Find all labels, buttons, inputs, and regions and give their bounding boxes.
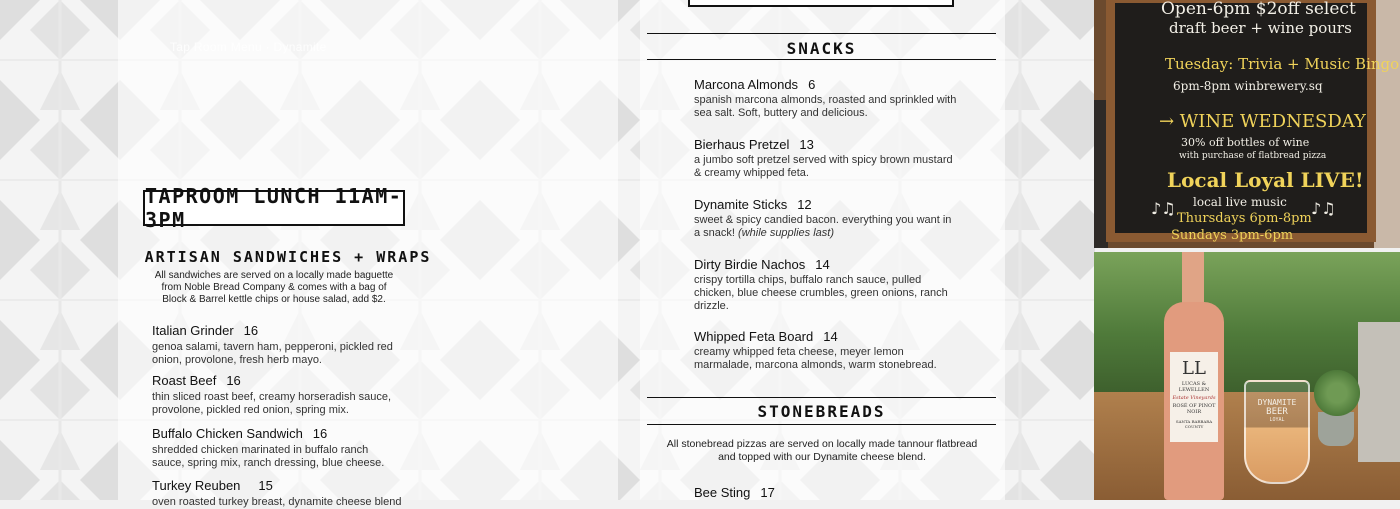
faded-banner-text: Tap Room Menu · Dynamite	[170, 40, 327, 54]
item-price: 16	[226, 373, 241, 388]
item-name: Bierhaus Pretzel	[694, 137, 790, 152]
wine-bottle-photo	[1094, 252, 1400, 500]
item-name: Marcona Almonds	[694, 77, 799, 92]
stonebreads-section-note: All stonebread pizzas are served on locally made tannour flatbread and topped with our Dynamite cheese blend.	[666, 438, 978, 463]
item-name: Whipped Feta Board	[694, 329, 814, 344]
chalk-text: → WINE WEDNESDAY	[1159, 111, 1366, 132]
wine-bottle	[1164, 302, 1224, 500]
item-description: crispy tortilla chips, buffalo ranch sauce, pulled chicken, blue cheese crumbles, green onions, ranch drizzle.	[694, 274, 948, 312]
divider	[647, 424, 996, 425]
chalk-text: local live music	[1193, 195, 1287, 209]
item-price: 15	[258, 478, 273, 493]
snacks-section-title: SNACKS	[786, 39, 857, 58]
item-price: 13	[799, 137, 814, 152]
item-price: 14	[823, 329, 838, 344]
item-price: 12	[797, 197, 812, 212]
item-name: Bee Sting	[694, 485, 751, 500]
sandwiches-section-title: ARTISAN SANDWICHES + WRAPS	[144, 248, 432, 266]
item-price: 6	[808, 77, 816, 92]
chalk-text: draft beer + wine pours	[1169, 19, 1352, 37]
succulent-plant	[1314, 370, 1360, 416]
label-region: SANTA BARBARA COUNTY	[1175, 419, 1213, 429]
item-description: creamy whipped feta cheese, meyer lemon marmalade, marcona almonds, warm stonebread.	[694, 346, 937, 371]
menu-item	[152, 323, 402, 367]
menu-item	[694, 197, 959, 240]
item-price: 17	[760, 485, 775, 500]
music-note-icon: ♪♫	[1311, 199, 1336, 218]
label-logo: LL	[1182, 358, 1206, 379]
label-line: Estate Vineyards	[1172, 395, 1216, 401]
taproom-lunch-header	[143, 184, 405, 232]
item-name: Turkey Reuben	[152, 478, 241, 493]
menu-item	[152, 373, 402, 417]
chalk-text: Local Loyal LIVE!	[1167, 168, 1364, 192]
chalk-text: with purchase of flatbread pizza	[1179, 151, 1327, 161]
item-name: Dynamite Sticks	[694, 197, 788, 212]
menu-item	[694, 329, 959, 372]
item-name: Buffalo Chicken Sandwich	[152, 426, 303, 441]
header-box-edge	[688, 0, 954, 7]
divider	[647, 33, 996, 34]
glass-text: DYNAMITE	[1257, 398, 1297, 407]
item-price: 16	[312, 426, 328, 441]
item-description: thin sliced roast beef, creamy horseradish sauce, provolone, pickled red onion, spring mix.	[152, 391, 392, 416]
photo-background-wall	[1374, 0, 1400, 248]
label-wine: ROSÉ OF PINOT NOIR	[1172, 403, 1216, 415]
divider	[647, 59, 996, 60]
chalk-text: Thursdays 6pm-8pm	[1177, 211, 1312, 226]
item-description: spanish marcona almonds, roasted and sprinkled with sea salt. Soft, buttery and delicious.	[694, 94, 957, 119]
menu-item	[152, 426, 402, 470]
menu-item	[694, 137, 959, 180]
plant-pot	[1318, 412, 1354, 446]
item-note: (while supplies last)	[738, 227, 835, 239]
item-name: Dirty Birdie Nachos	[694, 257, 806, 272]
glass-text: BEER	[1266, 407, 1288, 417]
chalkboard	[1106, 0, 1400, 243]
beer-glass	[1244, 380, 1310, 484]
menu-item	[152, 478, 402, 509]
chalkboard-photo	[1094, 0, 1400, 248]
item-description: oven roasted turkey breast, dynamite cheese blend	[152, 496, 402, 508]
chalk-text: Tuesday: Trivia + Music Bingo	[1165, 55, 1400, 73]
chalk-text: Open-6pm $2off select	[1161, 0, 1356, 19]
item-name: Italian Grinder	[152, 323, 234, 338]
item-description: a jumbo soft pretzel served with spicy brown mustard & creamy whipped feta.	[694, 154, 953, 179]
music-note-icon: ♪♫	[1151, 199, 1176, 218]
chalk-text: Sundays 3pm-6pm	[1171, 228, 1294, 243]
item-description: genoa salami, tavern ham, pepperoni, pickled red onion, provolone, fresh herb mayo.	[152, 341, 393, 366]
item-price: 16	[243, 323, 259, 338]
item-name: Roast Beef	[152, 373, 217, 388]
bottle-label	[1170, 352, 1218, 442]
stonebreads-section-title: STONEBREADS	[757, 402, 886, 421]
menu-item	[694, 77, 959, 120]
label-brand: LUCAS & LEWELLEN	[1178, 381, 1210, 393]
glass-text: LOYAL	[1269, 417, 1285, 423]
item-price: 14	[815, 257, 830, 272]
menu-item	[694, 485, 959, 500]
taproom-lunch-title: TAPROOM LUNCH 11AM-3PM	[145, 184, 403, 232]
sign-edge	[1358, 322, 1400, 462]
sandwiches-section-note: All sandwiches are served on a locally made baguette from Noble Bread Company & comes with a bag of Block & Barrel kettle chips or house salad, add $2.	[154, 270, 394, 305]
menu-item	[694, 257, 959, 313]
divider	[647, 397, 996, 398]
chalk-text: 6pm-8pm winbrewery.sq	[1173, 79, 1323, 93]
item-description: sweet & spicy candied bacon. everything you want in a snack! (while supplies last)	[694, 214, 952, 239]
chalk-text: 30% off bottles of wine	[1181, 136, 1310, 149]
item-description: shredded chicken marinated in buffalo ranch sauce, spring mix, ranch dressing, blue cheese.	[152, 444, 385, 469]
